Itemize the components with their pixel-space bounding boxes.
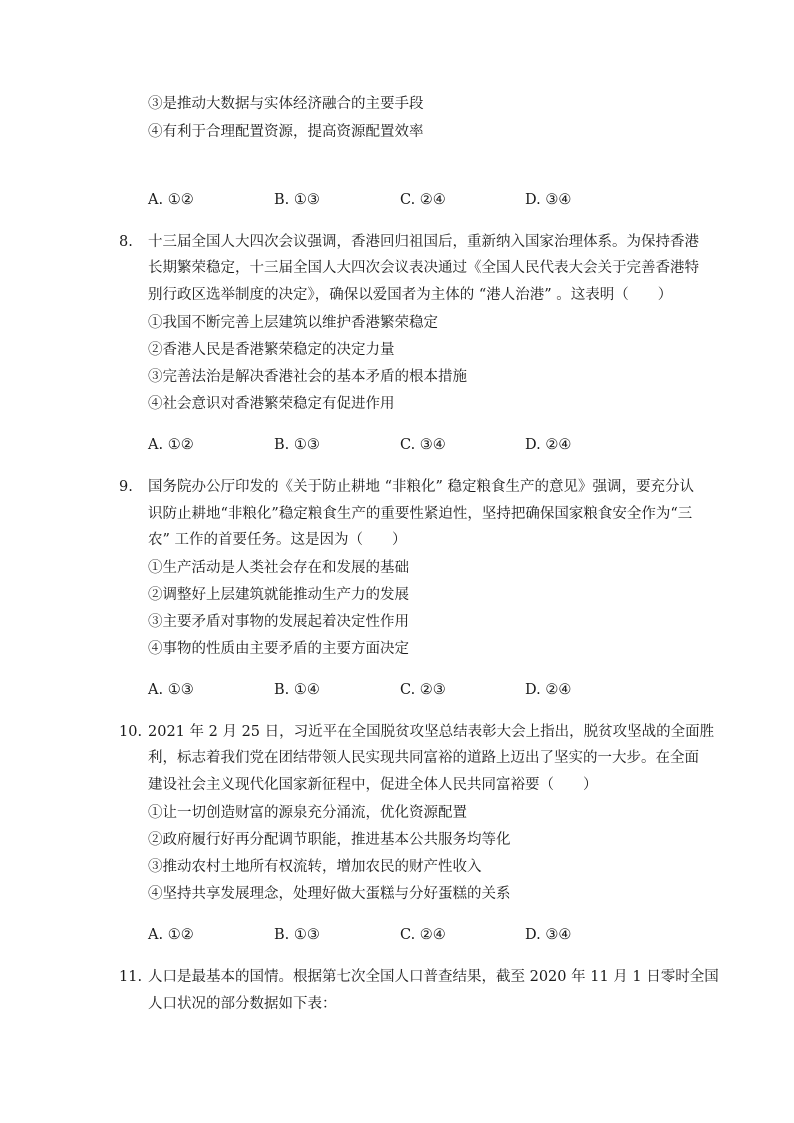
q10-option-b: B. ①③ [274,927,320,943]
q9-stem-line-3: 农” 工作的首要任务。这是因为（ ） [148,532,407,548]
q9-option-a: A. ①③ [148,682,194,698]
q11-stem-line-1: 人口是最基本的国情。根据第七次全国人口普查结果，截至 2020 年 11 月 1 日零时全国 [148,969,719,985]
q10-option-a: A. ①② [148,927,194,943]
q10-stem-line-1: 2021 年 2 月 25 日，习近平在全国脱贫攻坚总结表彰大会上指出，脱贫攻坚战的全面胜 [148,724,715,740]
q8-statement-2: ②香港人民是香港繁荣稳定的决定力量 [148,342,395,358]
q10-statement-1: ①让一切创造财富的源泉充分涌流，优化资源配置 [148,805,467,821]
q8-statement-4: ④社会意识对香港繁荣稳定有促进作用 [148,396,395,412]
q8-statement-3: ③完善法治是解决香港社会的基本矛盾的根本措施 [148,369,467,385]
q9-stem-line-2: 识防止耕地“非粮化”稳定粮食生产的重要性紧迫性，坚持把确保国家粮食安全作为“三 [148,506,693,522]
q8-statement-1: ①我国不断完善上层建筑以维护香港繁荣稳定 [148,315,438,331]
q8-number: 8. [119,234,133,250]
q9-option-d: D. ②④ [525,682,572,698]
q7-option-d: D. ③④ [525,192,572,208]
q9-statement-1: ①生产活动是人类社会存在和发展的基础 [148,560,409,576]
q8-stem-line-1: 十三届全国人大四次会议强调，香港回归祖国后，重新纳入国家治理体系。为保持香港 [148,234,699,250]
q7-option-c: C. ②④ [400,192,446,208]
q8-stem-line-3: 别行政区选举制度的决定》，确保以爱国者为主体的 “港人治港” 。这表明（ ） [148,287,673,303]
q8-option-a: A. ①② [148,437,194,453]
q9-stem-line-1: 国务院办公厅印发的《关于防止耕地 “非粮化” 稳定粮食生产的意见》强调，要充分认 [148,479,695,495]
q8-option-c: C. ③④ [400,437,446,453]
q10-number: 10. [119,724,143,740]
q9-option-b: B. ①④ [274,682,320,698]
q11-number: 11. [119,969,143,985]
q10-stem-line-2: 利，标志着我们党在团结带领人民实现共同富裕的道路上迈出了坚实的一大步。在全面 [148,750,699,766]
q11-stem-line-2: 人口状况的部分数据如下表： [148,996,337,1012]
q8-option-d: D. ②④ [525,437,572,453]
q7-statement-3: ④有利于合理配置资源，提高资源配置效率 [148,124,424,140]
q8-option-b: B. ①③ [274,437,320,453]
q8-stem-line-2: 长期繁荣稳定，十三届全国人大四次会议表决通过《全国人民代表大会关于完善香港特 [148,260,699,276]
q9-statement-2: ②调整好上层建筑就能推动生产力的发展 [148,587,409,603]
q9-option-c: C. ②③ [400,682,446,698]
q7-option-a: A. ①② [148,192,194,208]
q9-number: 9. [119,479,133,495]
q9-statement-4: ④事物的性质由主要矛盾的主要方面决定 [148,641,409,657]
q10-statement-4: ④坚持共享发展理念，处理好做大蛋糕与分好蛋糕的关系 [148,886,511,902]
q10-option-d: D. ③④ [525,927,572,943]
q10-stem-line-3: 建设社会主义现代化国家新征程中，促进全体人民共同富裕要（ ） [148,777,598,793]
q10-statement-3: ③推动农村土地所有权流转，增加农民的财产性收入 [148,859,482,875]
q7-option-b: B. ①③ [274,192,320,208]
q7-statement-2: ③是推动大数据与实体经济融合的主要手段 [148,96,424,112]
q10-option-c: C. ②④ [400,927,446,943]
q10-statement-2: ②政府履行好再分配调节职能，推进基本公共服务均等化 [148,832,511,848]
q9-statement-3: ③主要矛盾对事物的发展起着决定性作用 [148,614,409,630]
